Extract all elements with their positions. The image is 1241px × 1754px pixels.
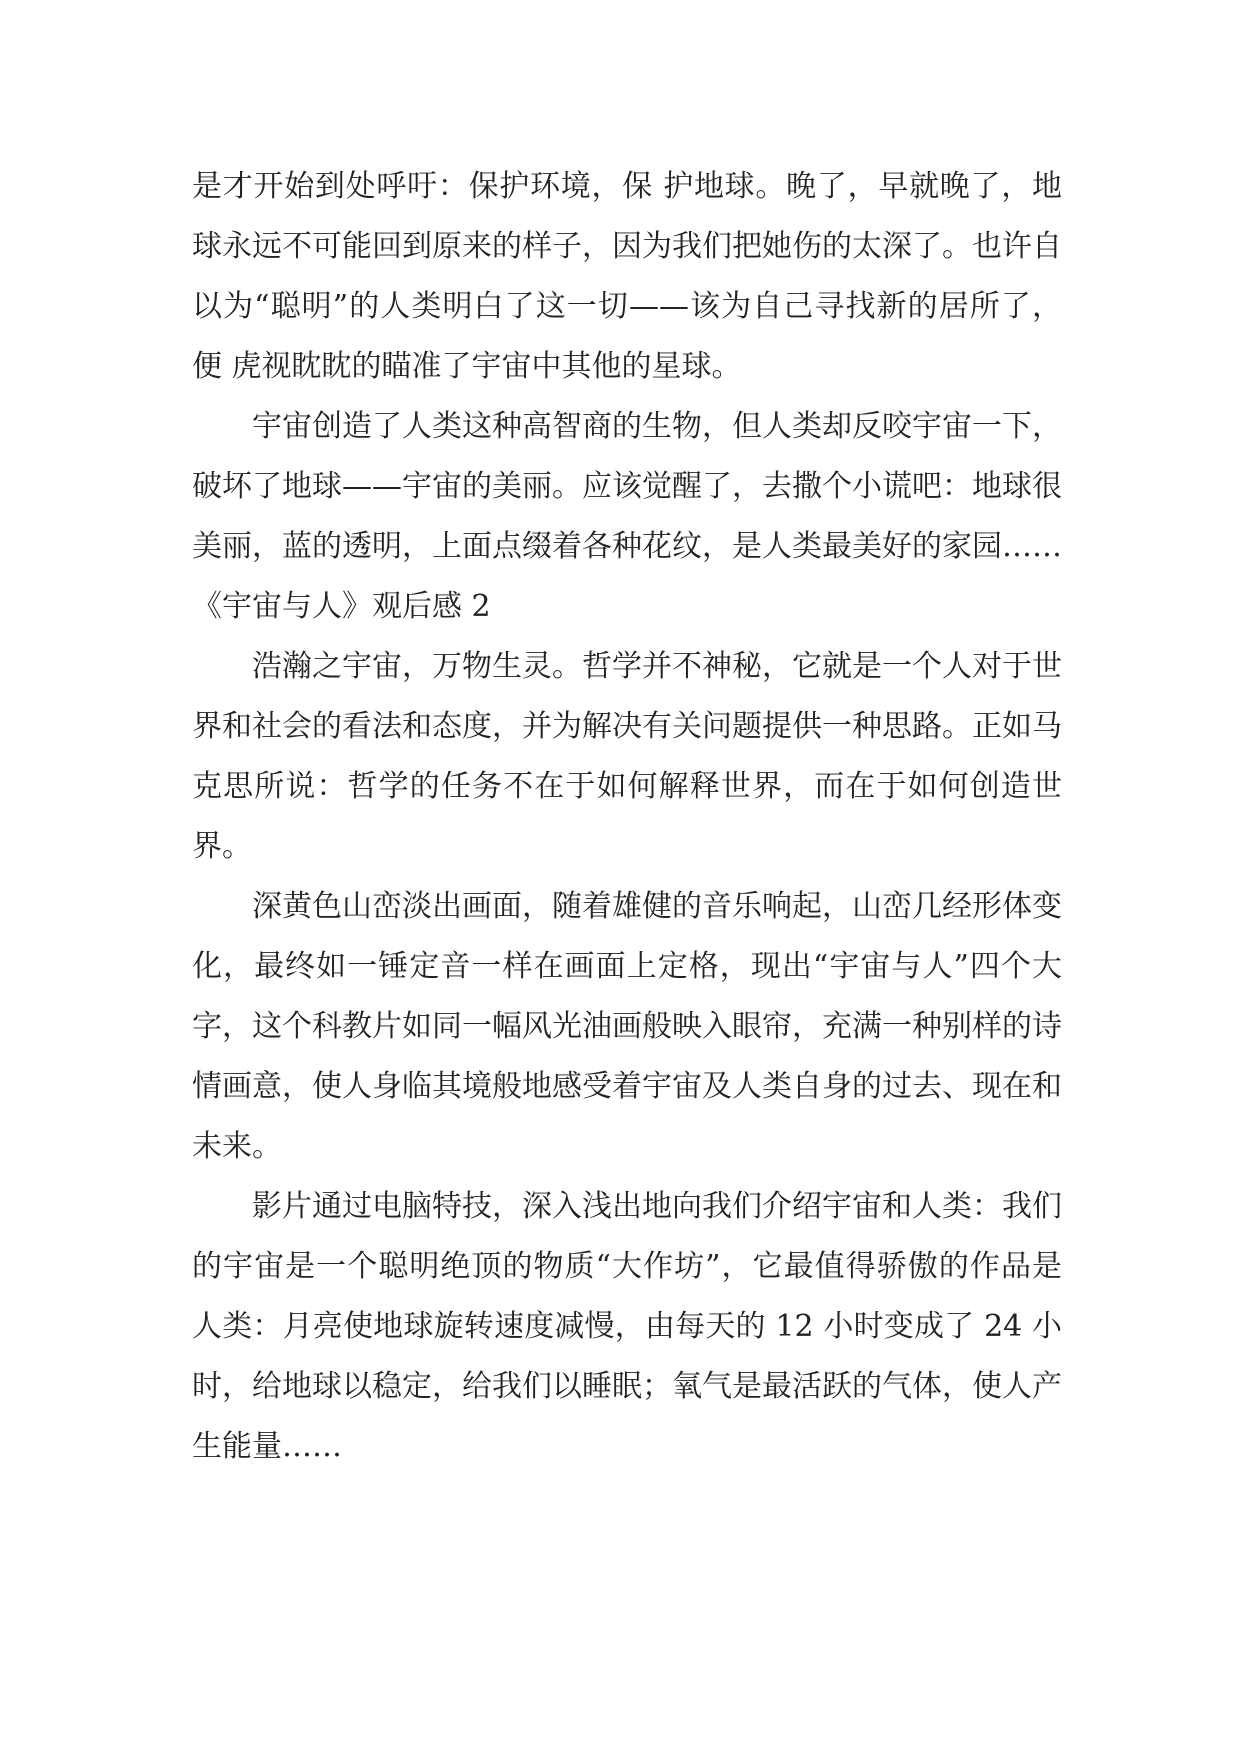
paragraph-4: 深黄色山峦淡出画面，随着雄健的音乐响起，山峦几经形体变化，最终如一锤定音一样在画面上定格，现出“宇宙与人”四个大字，这个科教片如同一幅风光油画般映入眼帘，充满一种别样的诗情画意，使人身临其境般地感受着宇宙及人类自身的过去、现在和未来。 (192, 889, 1062, 1164)
section-heading: 《宇宙与人》观后感 2 (192, 589, 491, 624)
paragraph-1: 是才开始到处呼吁：保护环境，保 护地球。晚了，早就晚了，地球永远不可能回到原来的样子，因为我们把她伤的太深了。也许自以为“聪明”的人类明白了这一切——该为自己寻找新的居所了，便 虎视眈眈的瞄准了宇宙中其他的星球。 (192, 169, 1062, 384)
paragraph-5: 影片通过电脑特技，深入浅出地向我们介绍宇宙和人类：我们的宇宙是一个聪明绝顶的物质“大作坊”，它最值得骄傲的作品是人类：月亮使地球旋转速度减慢，由每天的 12 小时变成了 24 小时，给地球以稳定，给我们以睡眠；氧气是最活跃的气体，使人产生能量…… (192, 1189, 1062, 1464)
paragraph-3: 浩瀚之宇宙，万物生灵。哲学并不神秘，它就是一个人对于世界和社会的看法和态度，并为解决有关问题提供一种思路。正如马克思所说：哲学的任务不在于如何解释世界，而在于如何创造世界。 (192, 649, 1062, 864)
paragraph-2: 宇宙创造了人类这种高智商的生物，但人类却反咬宇宙一下，破坏了地球——宇宙的美丽。应该觉醒了，去撒个小谎吧：地球很美丽，蓝的透明，上面点缀着各种花纹，是人类最美好的家园…… (192, 409, 1062, 564)
document-body (192, 157, 1062, 1477)
